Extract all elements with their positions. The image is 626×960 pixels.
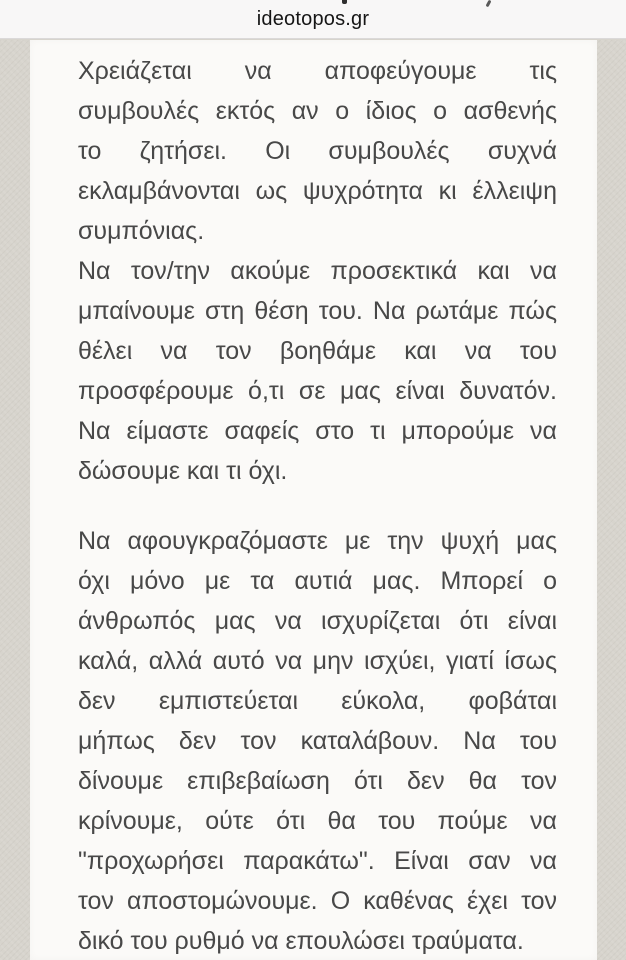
text-line: δίνουμε επιβεβαίωση ότι δεν θα τον bbox=[78, 767, 557, 795]
content-sheet bbox=[30, 40, 597, 960]
text-line: Να τον/την ακούμε προσεκτικά και να bbox=[78, 257, 557, 285]
text-line: εκλαμβάνονται ως ψυχρότητα κι έλλειψη bbox=[78, 177, 557, 205]
text-line: τον αποστομώνουμε. Ο καθένας έχει τον bbox=[78, 887, 557, 915]
text-line: μήπως δεν τον καταλάβουν. Να του bbox=[78, 727, 557, 755]
text-line: δεν εμπιστεύεται εύκολα, φοβάται bbox=[78, 687, 557, 715]
paragraph bbox=[78, 521, 557, 960]
text-line: μπαίνουμε στη θέση του. Να ρωτάμε πώς bbox=[78, 297, 557, 325]
text-line: Να αφουγκραζόμαστε με την ψυχή μας bbox=[78, 527, 557, 555]
text-line: δικό του ρυθμό να επουλώσει τραύματα. bbox=[78, 927, 524, 955]
text-line: δώσουμε και τι όχι. bbox=[78, 457, 288, 485]
text-line: συμπόνιας. bbox=[78, 217, 205, 245]
address-bar-url[interactable]: ideotopos.gr bbox=[256, 8, 370, 30]
cropped-text-fragment bbox=[342, 0, 347, 4]
text-line: "προχωρήσει παρακάτω". Είναι σαν να bbox=[78, 847, 557, 875]
paragraph bbox=[78, 51, 557, 251]
text-line: Να είμαστε σαφείς στο τι μπορούμε να bbox=[78, 417, 557, 445]
paragraph bbox=[78, 251, 557, 491]
text-line: κρίνουμε, ούτε ότι θα του πούμε να bbox=[78, 807, 557, 835]
browser-address-bar bbox=[0, 0, 626, 39]
text-line: όχι μόνο με τα αυτιά μας. Μπορεί ο bbox=[78, 567, 557, 595]
text-line: συμβουλές εκτός αν ο ίδιος ο ασθενής bbox=[78, 97, 557, 125]
text-line: θέλει να τον βοηθάμε και να του bbox=[78, 337, 557, 365]
text-line: καλά, αλλά αυτό να μην ισχύει, γιατί ίσως bbox=[78, 647, 557, 675]
webpage-viewport bbox=[0, 40, 626, 960]
text-line: προσφέρουμε ό,τι σε μας είναι δυνατόν. bbox=[78, 377, 557, 405]
text-line: το ζητήσει. Οι συμβουλές συχνά bbox=[78, 137, 557, 165]
text-line: Χρειάζεται να αποφεύγουμε τις bbox=[78, 57, 557, 85]
article-text bbox=[30, 40, 597, 960]
text-line: άνθρωπός μας να ισχυρίζεται ότι είναι bbox=[78, 607, 557, 635]
